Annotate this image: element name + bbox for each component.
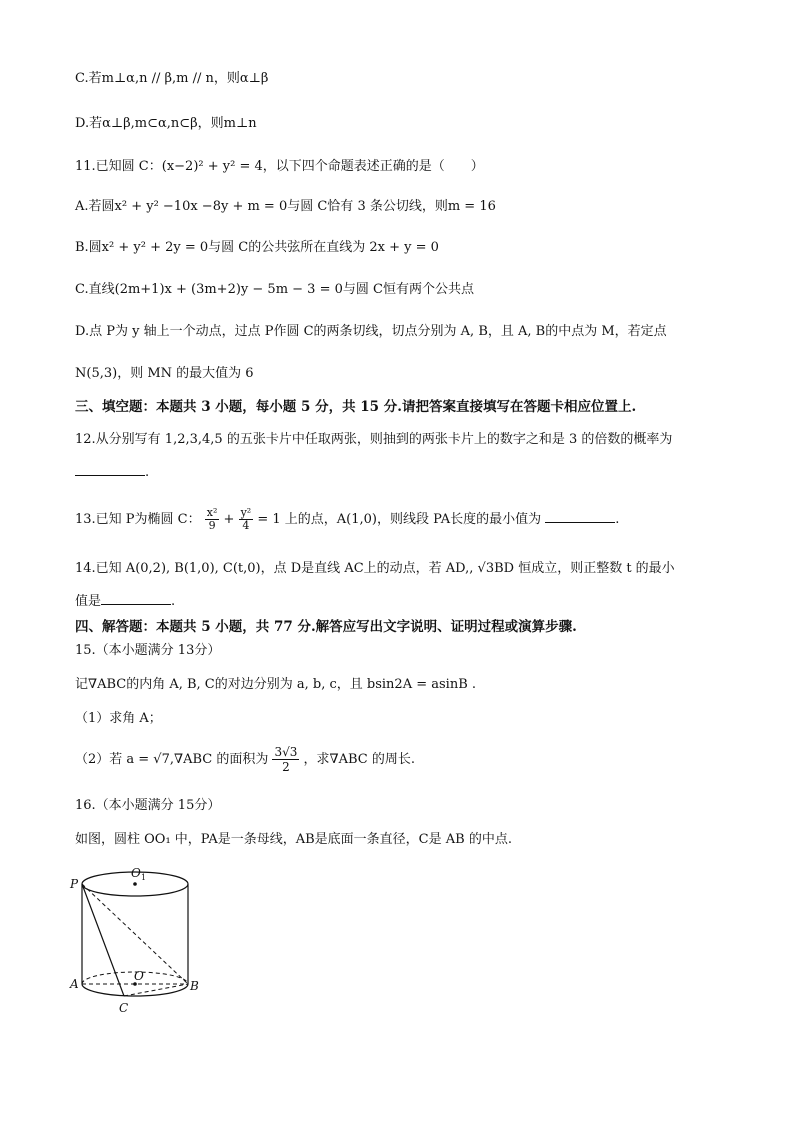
answer-blank[interactable] xyxy=(75,463,145,476)
cylinder-figure xyxy=(62,862,212,1022)
question-15-part-1: （1）求角 A； xyxy=(75,711,162,726)
question-16-stem: 如图，圆柱 OO₁ 中，PA是一条母线，AB是底面一条直径，C是 AB 的中点. xyxy=(75,832,512,847)
section-4-heading: 四、解答题：本题共 5 小题，共 77 分.解答应写出文字说明、证明过程或演算步骤. xyxy=(75,619,577,635)
option-d-line: D.若α⊥β,m⊂α,n⊂β，则m⊥n xyxy=(75,116,257,131)
question-12: 12.从分别写有 1,2,3,4,5 的五张卡片中任取两张，则抽到的两张卡片上的数字之和是 3 的倍数的概率为 xyxy=(75,432,673,447)
answer-blank[interactable] xyxy=(545,510,615,523)
segment-pc xyxy=(82,884,124,996)
ellipse-fraction-y: $\frac{\text{y²}}{4}$ xyxy=(240,506,252,532)
question-15-stem: 记∇ABC的内角 A, B, C的对边分别为 a, b, c，且 bsin2A = asinB . xyxy=(75,677,477,692)
area-fraction: $\frac{3√3}{2}$ xyxy=(274,745,298,774)
section-3-heading: 三、填空题：本题共 3 小题，每小题 5 分，共 15 分.请把答案直接填写在答题卡相应位置上. xyxy=(75,399,637,415)
q11-option-a: A.若圆x² + y² −10x −8y + m = 0与圆 C恰有 3 条公切线，则m = 16 xyxy=(75,199,496,214)
option-c-line: C.若m⊥α,n // β,m // n，则α⊥β xyxy=(75,71,269,86)
q11-option-c: C.直线(2m+1)x + (3m+2)y − 5m − 3 = 0与圆 C恒有两个公共点 xyxy=(75,282,474,297)
label-o: O xyxy=(134,969,144,983)
q11-option-d-cont: N(5,3)，则 MN 的最大值为 6 xyxy=(75,366,254,381)
question-15-header: 15.（本小题满分 13分） xyxy=(75,643,221,658)
label-a: A xyxy=(70,977,79,991)
question-13: 13.已知 P为椭圆 C： $\frac{\text{x²}}{9}$ + $\frac{\text{y²}}{4}$ = 1 上的点，A(1,0)，则线段 PA长度的最小值为 . xyxy=(75,506,620,532)
q11-option-d: D.点 P为 y 轴上一个动点，过点 P作圆 C的两条切线，切点分别为 A, B，且 A, B的中点为 M，若定点 xyxy=(75,324,667,339)
question-14: 14.已知 A(0,2), B(1,0), C(t,0)，点 D是直线 AC上的动点，若 AD,, √3BD 恒成立，则正整数 t 的最小 xyxy=(75,561,675,576)
label-o1-sub: 1 xyxy=(141,873,147,882)
question-16-header: 16.（本小题满分 15分） xyxy=(75,798,221,813)
question-14-answer-line: 值是 . xyxy=(75,594,176,609)
label-b: B xyxy=(190,979,199,993)
label-o1: O xyxy=(131,866,141,880)
label-c: C xyxy=(119,1001,129,1015)
q11-option-b: B.圆x² + y² + 2y = 0与圆 C的公共弦所在直线为 2x + y = 0 xyxy=(75,240,439,255)
question-15-part-2: （2）若 a = √7,∇ABC 的面积为 $\frac{3√3}{2}$ ，求∇ABC 的周长. xyxy=(75,745,416,774)
label-p: P xyxy=(70,877,79,891)
segment-cb xyxy=(124,984,188,996)
question-11-stem: 11.已知圆 C：(x−2)² + y² = 4，以下四个命题表述正确的是（ ） xyxy=(75,159,484,174)
answer-blank[interactable] xyxy=(101,592,171,605)
question-12-answer-line: . xyxy=(75,463,149,482)
ellipse-fraction-x: $\frac{\text{x²}}{9}$ xyxy=(206,506,218,532)
center-o1-dot xyxy=(133,882,137,886)
